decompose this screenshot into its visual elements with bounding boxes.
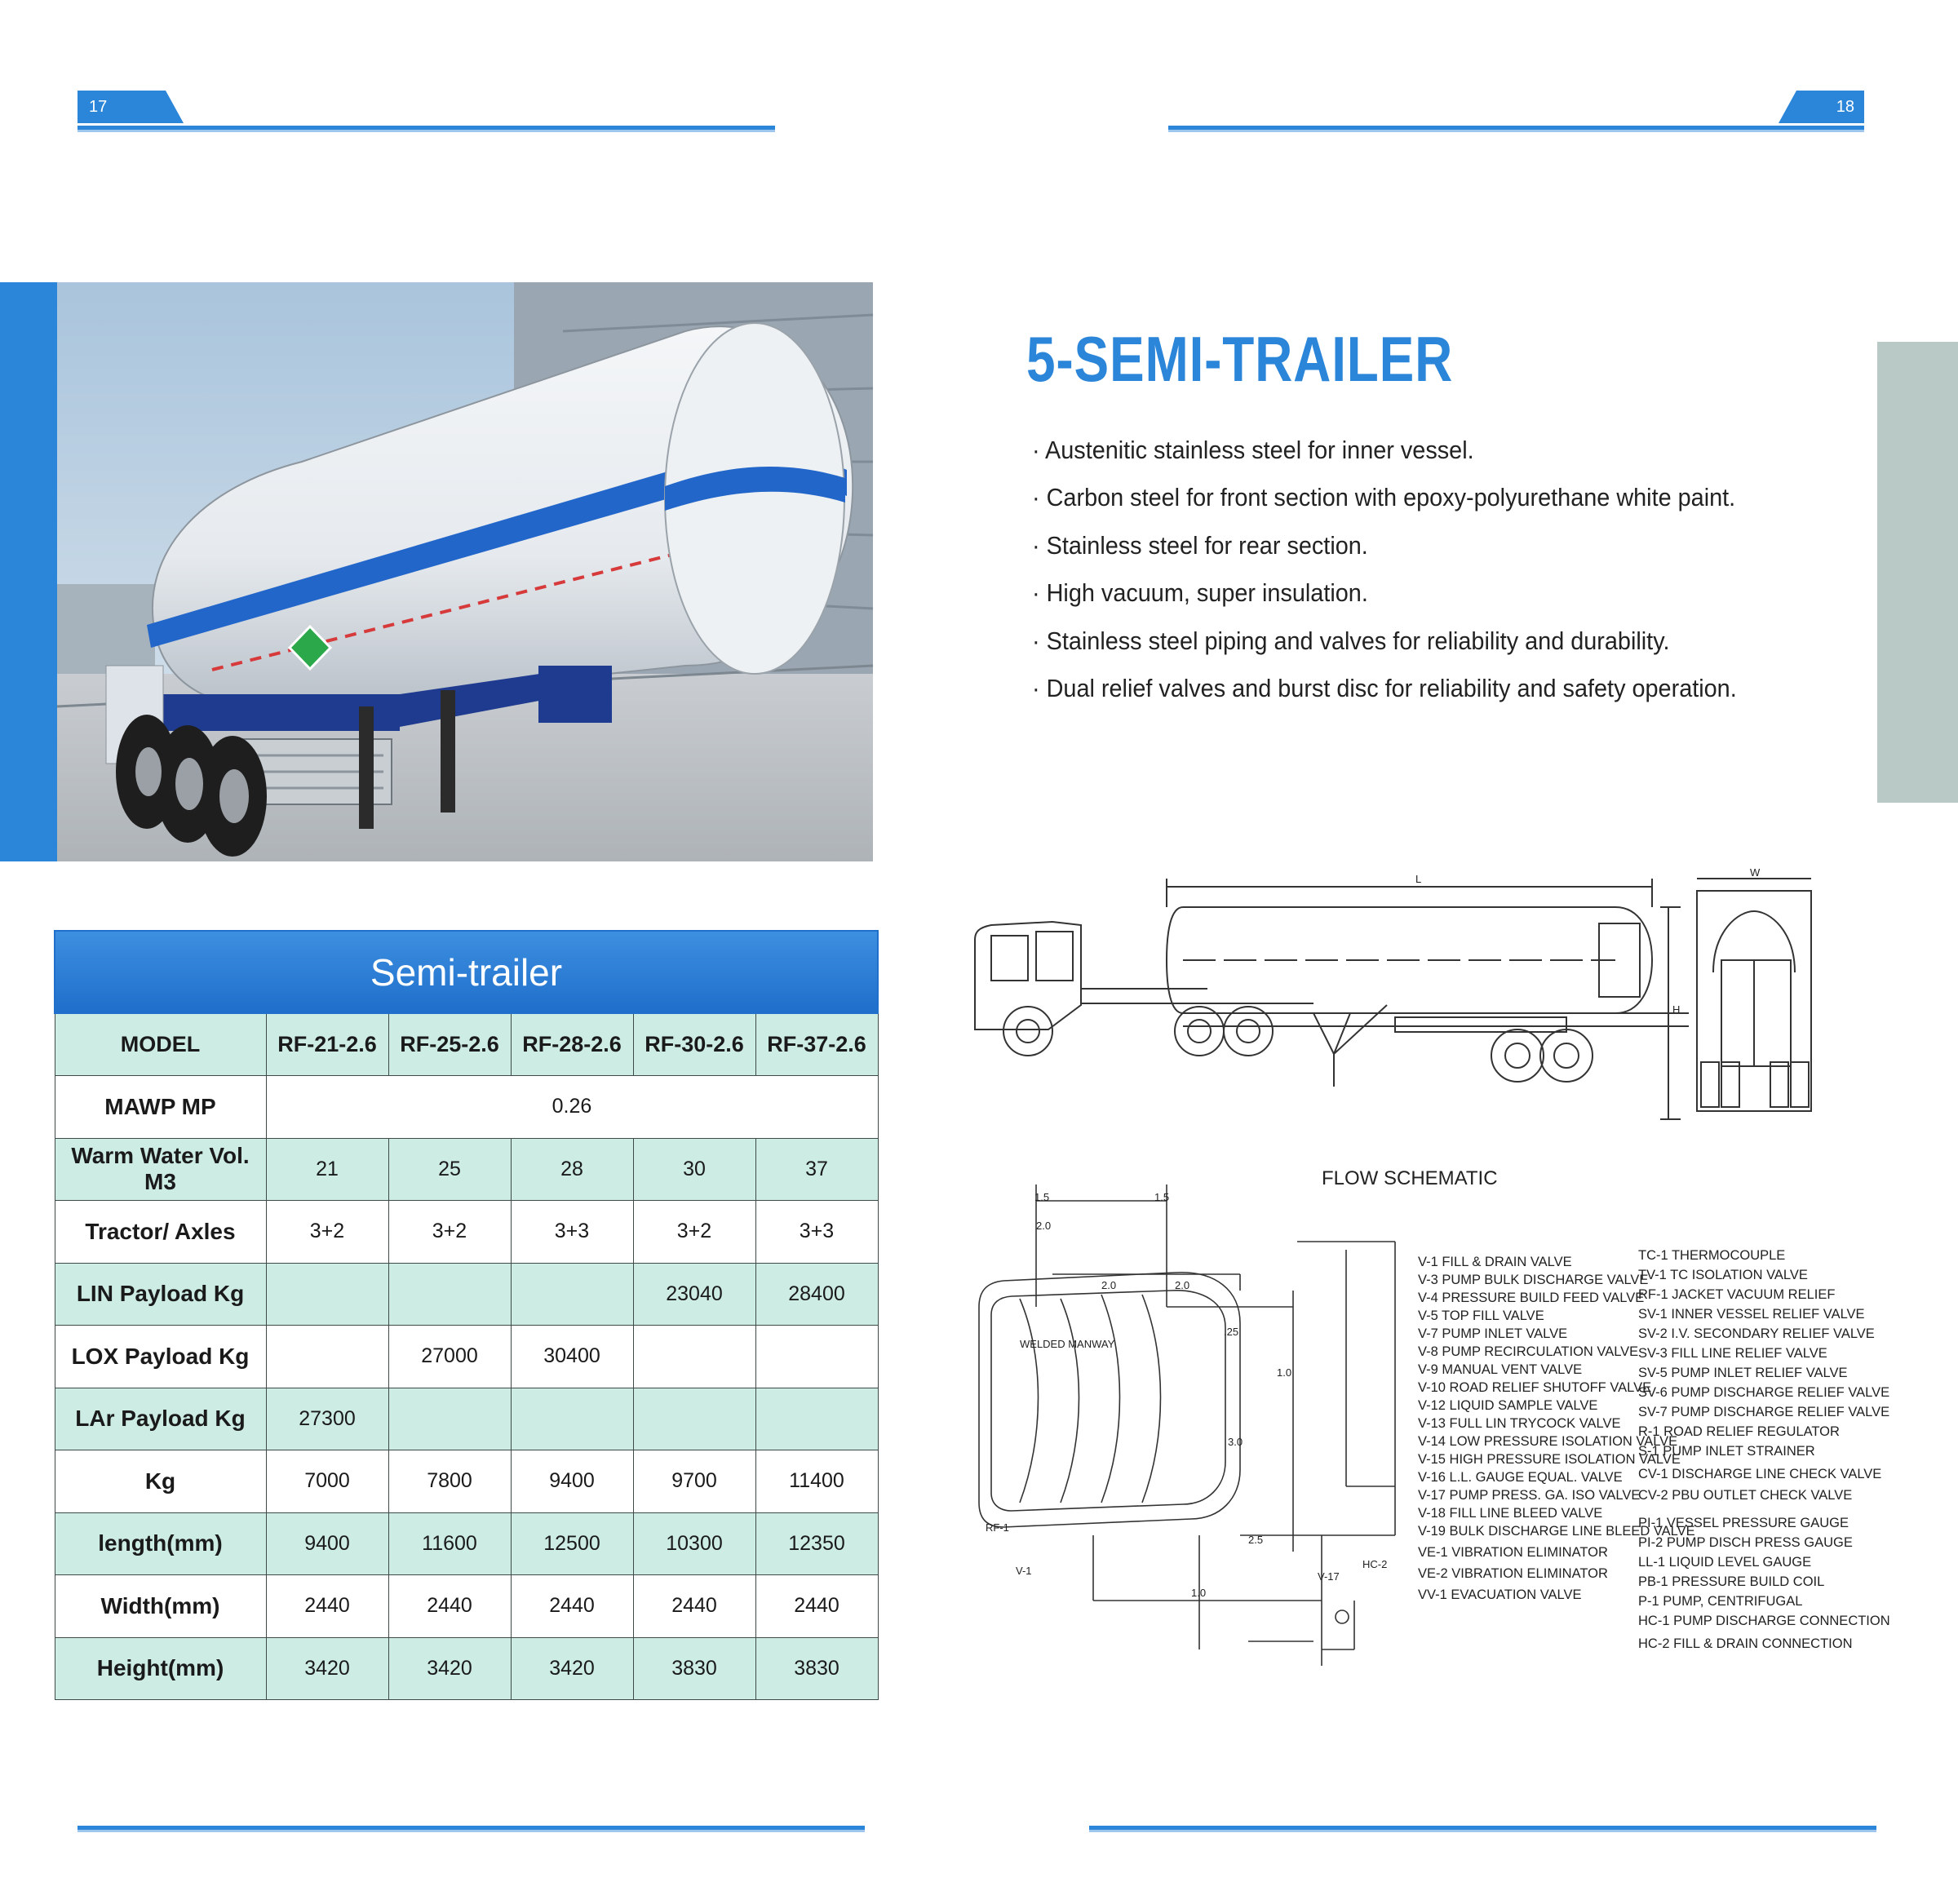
row-label: MAWP MP [55, 1076, 266, 1139]
table-cell [633, 1326, 755, 1388]
table-cell: 12350 [755, 1512, 878, 1575]
table-cell: 11400 [755, 1450, 878, 1513]
legend-item: PI-1 VESSEL PRESSURE GAUGE [1638, 1516, 1849, 1530]
legend-components [1638, 1248, 1890, 1651]
table-cell: 28 [511, 1138, 633, 1201]
table-cell: 37 [755, 1138, 878, 1201]
legend-item: V-1 FILL & DRAIN VALVE [1418, 1255, 1572, 1269]
page-number-right-tab [1801, 91, 1864, 123]
legend-item: V-17 PUMP PRESS. GA. ISO VALVE [1418, 1488, 1641, 1503]
svg-text:RF-1: RF-1 [986, 1521, 1009, 1534]
legend-item: V-3 PUMP BULK DISCHARGE VALVE [1418, 1273, 1649, 1287]
table-cell: 9400 [511, 1450, 633, 1513]
table-cell [633, 1388, 755, 1450]
feature-item: · Stainless steel piping and valves for reliability and durability. [1032, 626, 1670, 655]
table-cell [511, 1388, 633, 1450]
page-title: 5-SEMI-TRAILER [1026, 323, 1454, 395]
row-label: length(mm) [55, 1512, 266, 1575]
legend-item: V-13 FULL LIN TRYCOCK VALVE [1418, 1416, 1621, 1431]
model-cell: RF-28-2.6 [511, 1013, 633, 1076]
table-cell [755, 1326, 878, 1388]
row-label: LIN Payload Kg [55, 1263, 266, 1326]
legend-item: TV-1 TC ISOLATION VALVE [1638, 1268, 1808, 1282]
legend-item: SV-2 I.V. SECONDARY RELIEF VALVE [1638, 1326, 1875, 1341]
table-cell: 3+3 [511, 1201, 633, 1264]
table-cell: 3420 [511, 1637, 633, 1700]
feature-item: · Carbon steel for front section with epoxy-polyurethane white paint. [1032, 483, 1736, 512]
tab-corner-left [159, 91, 184, 123]
table-cell: 3830 [633, 1637, 755, 1700]
legend-item: V-19 BULK DISCHARGE LINE BLEED VALVE [1418, 1524, 1695, 1539]
table-cell: 3+2 [388, 1201, 511, 1264]
legend-item: V-14 LOW PRESSURE ISOLATION VALVE [1418, 1434, 1678, 1449]
legend-item: CV-1 DISCHARGE LINE CHECK VALVE [1638, 1467, 1882, 1481]
table-cell: 2440 [266, 1575, 388, 1638]
table-row [55, 1637, 878, 1700]
dim-height-label: H [1672, 1003, 1681, 1016]
legend-item: VV-1 EVACUATION VALVE [1418, 1587, 1582, 1602]
legend-item: PB-1 PRESSURE BUILD COIL [1638, 1574, 1825, 1589]
dim-width-label: W [1750, 866, 1761, 879]
legend-item: CV-2 PBU OUTLET CHECK VALVE [1638, 1488, 1853, 1503]
legend-item: PI-2 PUMP DISCH PRESS GAUGE [1638, 1535, 1853, 1550]
feature-item: · Austenitic stainless steel for inner vessel. [1032, 436, 1474, 464]
legend-item: V-8 PUMP RECIRCULATION VALVE [1418, 1344, 1639, 1359]
table-cell: 27300 [266, 1388, 388, 1450]
table-row [55, 1263, 878, 1326]
model-cell: RF-25-2.6 [388, 1013, 511, 1076]
legend-item: SV-5 PUMP INLET RELIEF VALVE [1638, 1366, 1848, 1380]
feature-item: · High vacuum, super insulation. [1032, 578, 1368, 608]
table-row [55, 1450, 878, 1513]
table-cell [388, 1388, 511, 1450]
table-cell: 2440 [388, 1575, 511, 1638]
table-cell: 3830 [755, 1637, 878, 1700]
row-label: MODEL [55, 1013, 266, 1076]
legend-item: V-7 PUMP INLET VALVE [1418, 1326, 1568, 1341]
table-cell [511, 1263, 633, 1326]
legend-item: VE-2 VIBRATION ELIMINATOR [1418, 1566, 1608, 1581]
legend-item: S-1 PUMP INLET STRAINER [1638, 1444, 1815, 1459]
footer-rule-right-shadow [1089, 1830, 1876, 1832]
legend-item: P-1 PUMP, CENTRIFUGAL [1638, 1594, 1803, 1609]
table-cell: 23040 [633, 1263, 755, 1326]
svg-text:1.0: 1.0 [1191, 1587, 1207, 1599]
legend-item: RF-1 JACKET VACUUM RELIEF [1638, 1287, 1836, 1302]
svg-text:V-17: V-17 [1318, 1570, 1340, 1583]
table-cell: 30400 [511, 1326, 633, 1388]
svg-text:2.5: 2.5 [1248, 1534, 1264, 1546]
svg-text:.25: .25 [1224, 1326, 1239, 1338]
legend-item: HC-1 PUMP DISCHARGE CONNECTION [1638, 1614, 1890, 1628]
svg-text:2.0: 2.0 [1036, 1220, 1052, 1232]
legend-item: SV-7 PUMP DISCHARGE RELIEF VALVE [1638, 1405, 1890, 1419]
table-cell: 2440 [511, 1575, 633, 1638]
table-cell: 3+2 [633, 1201, 755, 1264]
row-label: Height(mm) [55, 1637, 266, 1700]
page-number-left-tab [78, 91, 163, 123]
svg-text:HC-2: HC-2 [1362, 1558, 1388, 1570]
table-cell: 21 [266, 1138, 388, 1201]
mawp-value: 0.26 [266, 1076, 878, 1139]
semi-trailer-photo [57, 282, 873, 861]
legend-item: V-18 FILL LINE BLEED VALVE [1418, 1506, 1603, 1521]
table-row [55, 1512, 878, 1575]
model-cell: RF-21-2.6 [266, 1013, 388, 1076]
svg-text:3.0: 3.0 [1228, 1436, 1243, 1448]
svg-text:1.5: 1.5 [1154, 1191, 1170, 1203]
table-row [55, 1201, 878, 1264]
legend-item: V-15 HIGH PRESSURE ISOLATION VALVE [1418, 1452, 1681, 1467]
table-row [55, 1388, 878, 1450]
row-label: Width(mm) [55, 1575, 266, 1638]
legend-item: V-5 TOP FILL VALVE [1418, 1308, 1544, 1323]
legend-item: R-1 ROAD RELIEF REGULATOR [1638, 1424, 1840, 1439]
legend-item: SV-6 PUMP DISCHARGE RELIEF VALVE [1638, 1385, 1890, 1400]
table-cell: 28400 [755, 1263, 878, 1326]
model-cell: RF-30-2.6 [633, 1013, 755, 1076]
footer-rule-left-shadow [78, 1830, 865, 1832]
table-cell: 3+2 [266, 1201, 388, 1264]
svg-text:2.0: 2.0 [1175, 1279, 1190, 1291]
feature-item: · Stainless steel for rear section. [1032, 530, 1368, 560]
welded-manway-label: WELDED MANWAY [1020, 1338, 1115, 1350]
svg-text:V-1: V-1 [1016, 1565, 1032, 1577]
svg-text:1.0: 1.0 [1277, 1366, 1292, 1379]
row-label: Kg [55, 1450, 266, 1513]
legend-item: VE-1 VIBRATION ELIMINATOR [1418, 1545, 1608, 1560]
model-cell: RF-37-2.6 [755, 1013, 878, 1076]
table-cell [266, 1326, 388, 1388]
table-cell: 30 [633, 1138, 755, 1201]
table-cell: 2440 [755, 1575, 878, 1638]
table-cell: 2440 [633, 1575, 755, 1638]
table-cell: 12500 [511, 1512, 633, 1575]
table-cell [266, 1263, 388, 1326]
table-cell [755, 1388, 878, 1450]
legend-item: V-10 ROAD RELIEF SHUTOFF VALVE [1418, 1380, 1652, 1395]
table-cell: 11600 [388, 1512, 511, 1575]
table-title-row [55, 931, 878, 1013]
table-cell: 25 [388, 1138, 511, 1201]
table-row [55, 1076, 878, 1139]
table-cell: 7800 [388, 1450, 511, 1513]
table-cell: 3420 [266, 1637, 388, 1700]
table-cell [388, 1263, 511, 1326]
legend-item: TC-1 THERMOCOUPLE [1638, 1248, 1786, 1263]
legend-item: HC-2 FILL & DRAIN CONNECTION [1638, 1636, 1853, 1651]
dim-length-label: L [1415, 873, 1422, 885]
row-label: LOX Payload Kg [55, 1326, 266, 1388]
legend-item: V-16 L.L. GAUGE EQUAL. VALVE [1418, 1470, 1623, 1485]
table-cell: 7000 [266, 1450, 388, 1513]
row-label: Tractor/ Axles [55, 1201, 266, 1264]
side-section-tab [1877, 342, 1958, 803]
table-row [55, 1013, 878, 1076]
tab-corner-right [1779, 91, 1803, 123]
table-cell: 10300 [633, 1512, 755, 1575]
header-rule-right-shadow [1168, 130, 1864, 132]
legend-item: SV-3 FILL LINE RELIEF VALVE [1638, 1346, 1827, 1361]
table-title: Semi-trailer [55, 931, 878, 1013]
page-number-left: 17 [89, 98, 108, 116]
table-cell: 27000 [388, 1326, 511, 1388]
page-number-right: 18 [1836, 98, 1854, 116]
legend-item: LL-1 LIQUID LEVEL GAUGE [1638, 1555, 1812, 1570]
table-cell: 3+3 [755, 1201, 878, 1264]
header-rule-left-shadow [78, 130, 775, 132]
left-accent-bar [0, 282, 57, 861]
legend-item: V-4 PRESSURE BUILD FEED VALVE [1418, 1291, 1645, 1305]
flow-schematic-title: FLOW SCHEMATIC [1322, 1167, 1498, 1189]
feature-list [1032, 427, 1737, 712]
row-label: Warm Water Vol. M3 [55, 1138, 266, 1201]
table-row [55, 1326, 878, 1388]
table-cell: 9400 [266, 1512, 388, 1575]
row-label: LAr Payload Kg [55, 1388, 266, 1450]
svg-text:2.0: 2.0 [1101, 1279, 1117, 1291]
table-cell: 9700 [633, 1450, 755, 1513]
table-row [55, 1575, 878, 1638]
table-row [55, 1138, 878, 1201]
table-cell: 3420 [388, 1637, 511, 1700]
legend-item: SV-1 INNER VESSEL RELIEF VALVE [1638, 1307, 1865, 1322]
legend-item: V-9 MANUAL VENT VALVE [1418, 1362, 1583, 1377]
trailer-drawing-and-flow-schematic [971, 866, 1890, 1674]
svg-text:1.5: 1.5 [1034, 1191, 1050, 1203]
feature-item: · Dual relief valves and burst disc for reliability and safety operation. [1032, 673, 1737, 702]
spec-table [54, 930, 879, 1700]
legend-item: V-12 LIQUID SAMPLE VALVE [1418, 1398, 1598, 1413]
